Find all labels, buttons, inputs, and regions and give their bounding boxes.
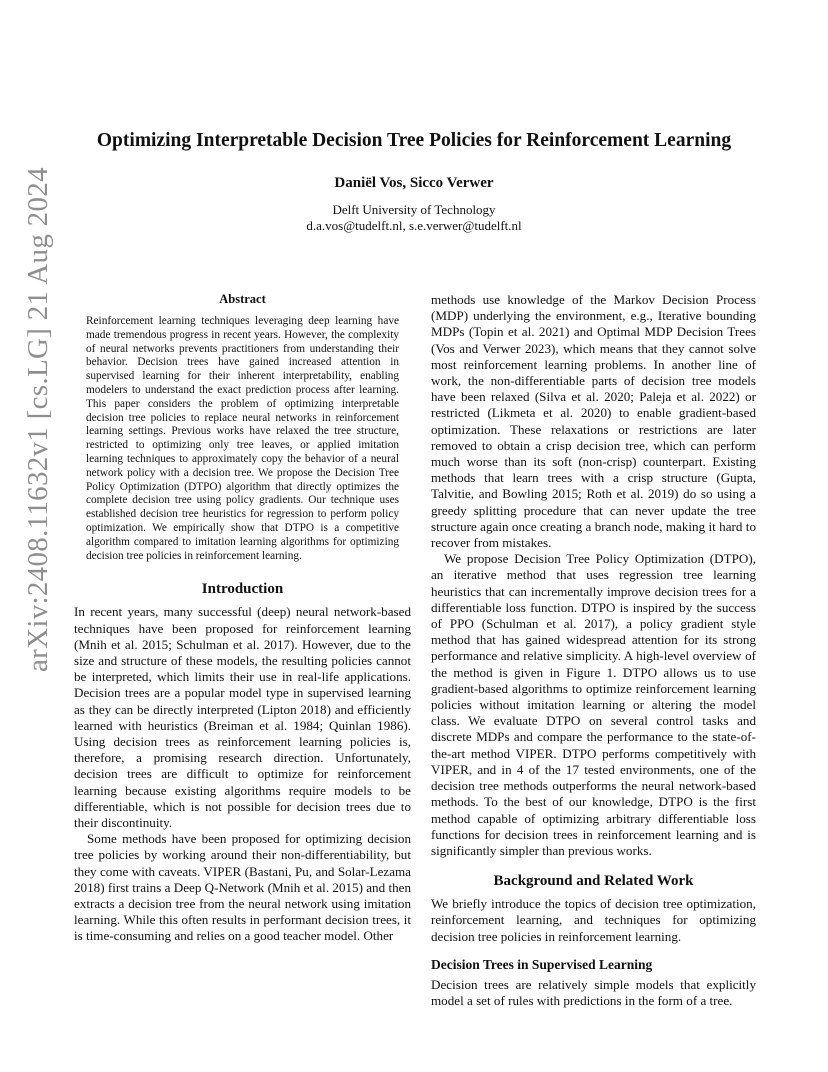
- right-column: [431, 292, 756, 1009]
- introduction-paragraph-3: methods use knowledge of the Markov Decision Process (MDP) underlying the environment, e.g., Iterative bounding MDPs (Topin et al. 2021) and Optimal MDP Decision Trees (Vos and Verwer 2023), which means that they cannot solve most reinforcement learning problems. In another line of work, the non-differentiable parts of decision tree models have been relaxed (Silva et al. 2020; Paleja et al. 2022) or restricted (Likmeta et al. 2020) to enable gradient-based optimization. These relaxations or restrictions are later removed to obtain a crisp decision tree, which can perform much worse than its soft (non-crisp) counterpart. Existing methods that learn trees with a crisp structure (Gupta, Talvitie, and Bowling 2015; Roth et al. 2019) do so using a greedy splitting procedure that can never update the tree structure again once creating a branch node, making it hard to recover from mistakes.: [431, 292, 756, 551]
- arxiv-identifier-stamp: arXiv:2408.11632v1 [cs.LG] 21 Aug 2024: [22, 167, 54, 672]
- introduction-heading: Introduction: [201, 581, 284, 598]
- paper-authors: Daniël Vos, Sicco Verwer: [334, 175, 494, 191]
- abstract-text: Reinforcement learning techniques leveraging deep learning have made tremendous progress in recent years. However, the complexity of neural networks prevents practitioners from understanding their behavior. Decision trees have gained increased attention in supervised learning for their inherent interpretability, enabling modelers to understand the exact prediction process after learning. This paper considers the problem of optimizing interpretable decision tree policies to replace neural networks in reinforcement learning settings. Previous works have relaxed the tree structure, restricted to optimizing only tree leaves, or applied imitation learning techniques to approximately copy the behavior of a neural network policy with a decision tree. We propose the Decision Tree Policy Optimization (DTPO) algorithm that directly optimizes the complete decision tree using policy gradients. Our technique uses established decision tree heuristics for regression to perform policy optimization. We empirically show that DTPO is a competitive algorithm compared to imitation learning algorithms for optimizing decision tree policies in reinforcement learning.: [86, 315, 399, 562]
- introduction-paragraph-4: We propose Decision Tree Policy Optimization (DTPO), an iterative method that uses regression tree learning heuristics that can incrementally improve decision trees for a differentiable loss function. DTPO is inspired by the success of PPO (Schulman et al. 2017), a policy gradient style method that has gained widespread attention for its strong performance and relative simplicity. A high-level overview of the method is given in Figure 1. DTPO allows us to use gradient-based algorithms to optimize reinforcement learning policies without imitation learning or altering the model class. We evaluate DTPO on several control tasks and discrete MDPs and compare the performance to the state-of-the-art method VIPER. DTPO performs competitively with VIPER, and in 4 of the 17 tested environments, one of the decision tree methods outperforms the neural network-based methods. To the best of our knowledge, DTPO is the first method capable of optimizing arbitrary differentiable loss functions for decision trees in reinforcement learning and is significantly simpler than previous works.: [431, 551, 756, 858]
- background-paragraph-1: We briefly introduce the topics of decision tree optimization, reinforcement learning, and techniques for optimizing decision tree policies in reinforcement learning.: [431, 896, 756, 944]
- left-column: [74, 292, 411, 945]
- introduction-paragraph-2: Some methods have been proposed for optimizing decision tree policies by working around their non-differentiability, but they come with caveats. VIPER (Bastani, Pu, and Solar-Lezama 2018) first trains a Deep Q-Network (Mnih et al. 2015) and then extracts a decision tree from the neural network using imitation learning. While this often results in performant decision trees, it is time-consuming and relies on a good teacher model. Other: [74, 831, 411, 944]
- decision-trees-subheading: Decision Trees in Supervised Learning: [431, 956, 653, 972]
- introduction-paragraph-1: In recent years, many successful (deep) neural network-based techniques have been proposed for reinforcement learning (Mnih et al. 2015; Schulman et al. 2017). However, due to the size and structure of these models, the resulting policies cannot be interpreted, which limits their use in real-life applications. Decision trees are a popular model type in supervised learning as they can be directly interpreted (Lipton 2018) and efficiently learned with heuristics (Breiman et al. 1984; Quinlan 1986). Using decision trees as reinforcement learning policies is, therefore, a promising research direction. Unfortunately, decision trees are difficult to optimize for reinforcement learning because existing algorithms require models to be differentiable, which is not possible for decision trees due to their discontinuity.: [74, 604, 411, 830]
- author-emails: d.a.vos@tudelft.nl, s.e.verwer@tudelft.nl: [306, 218, 522, 233]
- affiliation: Delft University of Technology: [332, 202, 496, 217]
- background-heading: Background and Related Work: [493, 873, 694, 890]
- abstract-heading: Abstract: [219, 292, 266, 306]
- author-affiliation-block: [0, 202, 828, 234]
- paper-title: Optimizing Interpretable Decision Tree Policies for Reinforcement Learning: [96, 130, 732, 151]
- background-paragraph-2: Decision trees are relatively simple models that explicitly model a set of rules with predictions in the form of a tree.: [431, 976, 756, 1008]
